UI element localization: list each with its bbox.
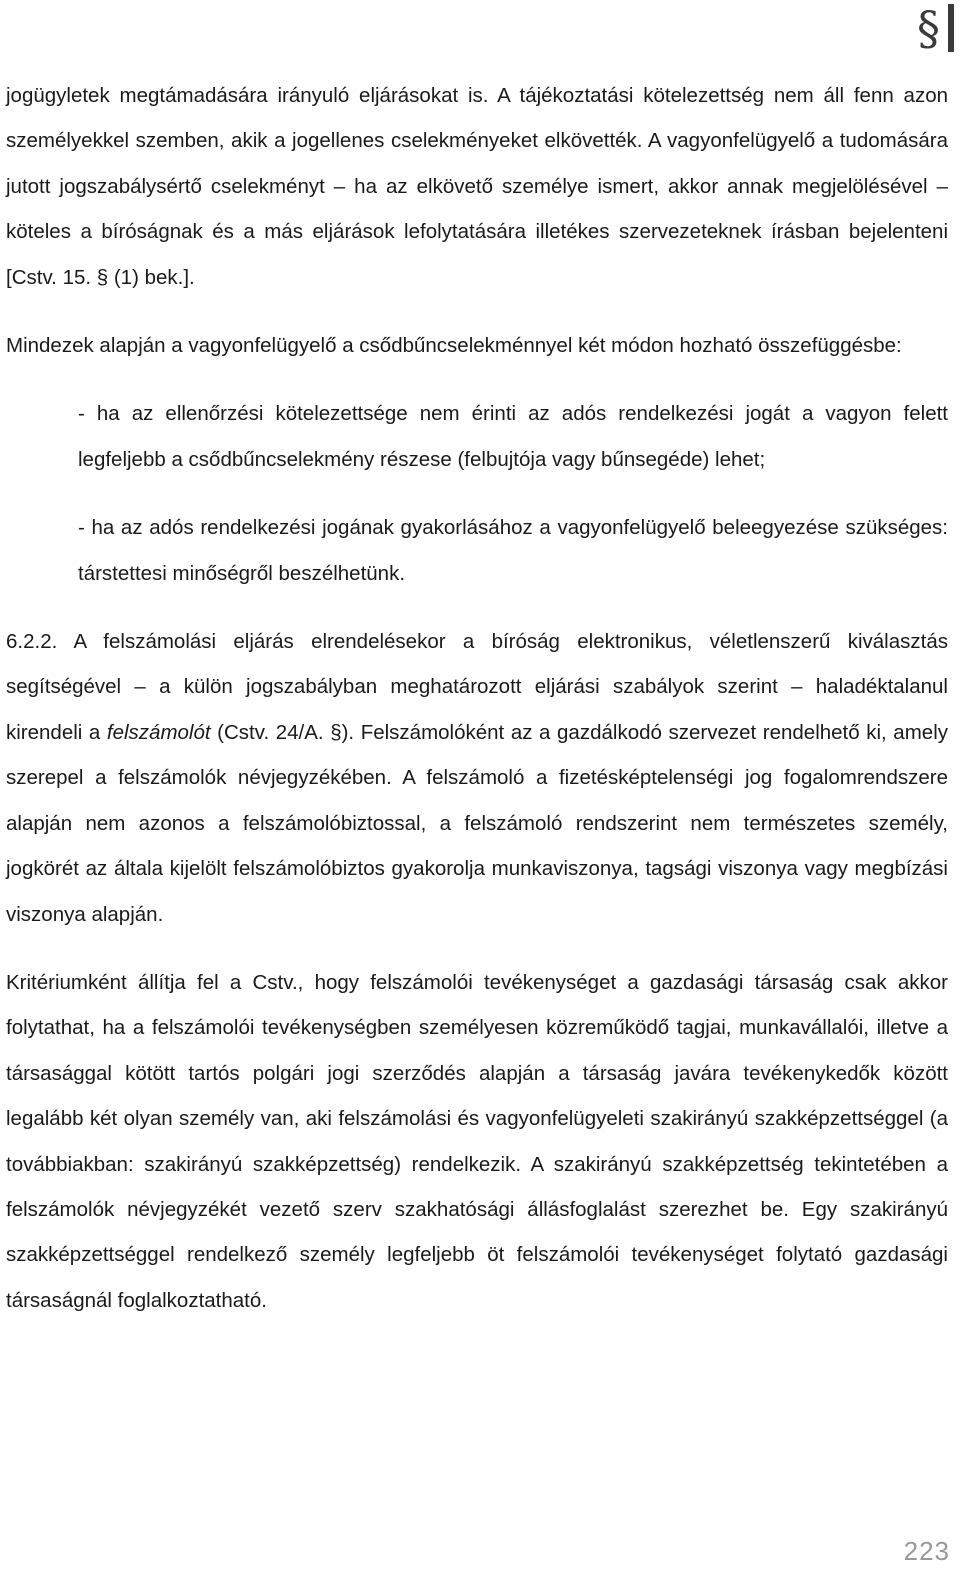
paragraph-3-italic-term: felszámolót <box>106 720 211 744</box>
paragraph-2: Mindezek alapján a vagyonfelügyelő a csődbűncselekménnyel két módon hozható összefüggésbe: <box>6 334 902 358</box>
paragraph-1: jogügyletek megtámadására irányuló eljárásokat is. A tájékoztatási kötelezettség nem áll fenn azon személyekkel szemben, akik a jogellenes cselekményeket elkövették. A vagyonfelügyelő a tudomására jutott jogszabálysértő cselekményt – ha az elkövető személye ismert, akkor annak megjelölésével – köteles a bíróságnak és a más eljárások lefolytatására illetékes szervezeteknek írásban bejelenteni [Cstv. 15. § (1) bek.]. <box>6 84 948 289</box>
paragraph-3-text-end: (Cstv. 24/A. §). Felszámolóként az a gazdálkodó szervezet rendelhető ki, amely szerepel a felszámolók névjegyzékében. A felszámoló a fizetésképtelenségi jog fogalomrendszere alapján nem azonos a felszámolóbiztossal, a felszámoló rendszerint nem természetes személy, jogkörét az általa kijelölt felszámolóbiztos gyakorolja munkaviszonya, tagsági viszonya vagy megbízási viszonya alapján. <box>6 720 948 926</box>
document-body <box>6 73 948 1323</box>
logo-bar <box>948 4 954 52</box>
paragraph-3-text-start: 6.2.2. A felszámolási eljárás elrendelésekor a bíróság elektronikus, véletlenszerű kiválasztás segítségével – a külön jogszabályban meghatározott eljárási szabályok szerint – haladéktalanul kirendeli a <box>6 630 948 744</box>
section-sign-icon: § <box>917 1 940 55</box>
list-item-1: - ha az ellenőrzési kötelezettsége nem érinti az adós rendelkezési jogát a vagyon felett legfeljebb a csődbűncselekmény részese (felbujtója vagy bűnsegéde) lehet; <box>78 402 948 471</box>
page-number: 223 <box>903 1536 950 1566</box>
section-logo <box>917 2 954 54</box>
paragraph-4: Kritériumként állítja fel a Cstv., hogy felszámolói tevékenységet a gazdasági társaság csak akkor folytathat, ha a felszámolói tevékenységben személyesen közreműködő tagjai, munkavállalói, illetve a társasággal kötött tartós polgári jogi szerződés alapján a társaság javára tevékenykedők között legalább két olyan személy van, aki felszámolási és vagyonfelügyeleti szakirányú szakképzettséggel (a továbbiakban: szakirányú szakképzettség) rendelkezik. A szakirányú szakképzettség tekintetében a felszámolók névjegyzékét vezető szerv szakhatósági állásfoglalást szerezhet be. Egy szakirányú szakképzettséggel rendelkező személy legfeljebb öt felszámolói tevékenységet folytató gazdasági társaságnál foglalkoztatható. <box>6 970 948 1312</box>
paragraph-3 <box>6 619 948 937</box>
list-item-2: - ha az adós rendelkezési jogának gyakorlásához a vagyonfelügyelő beleegyezése szükséges: társtettesi minőségről beszélhetünk. <box>78 516 948 585</box>
